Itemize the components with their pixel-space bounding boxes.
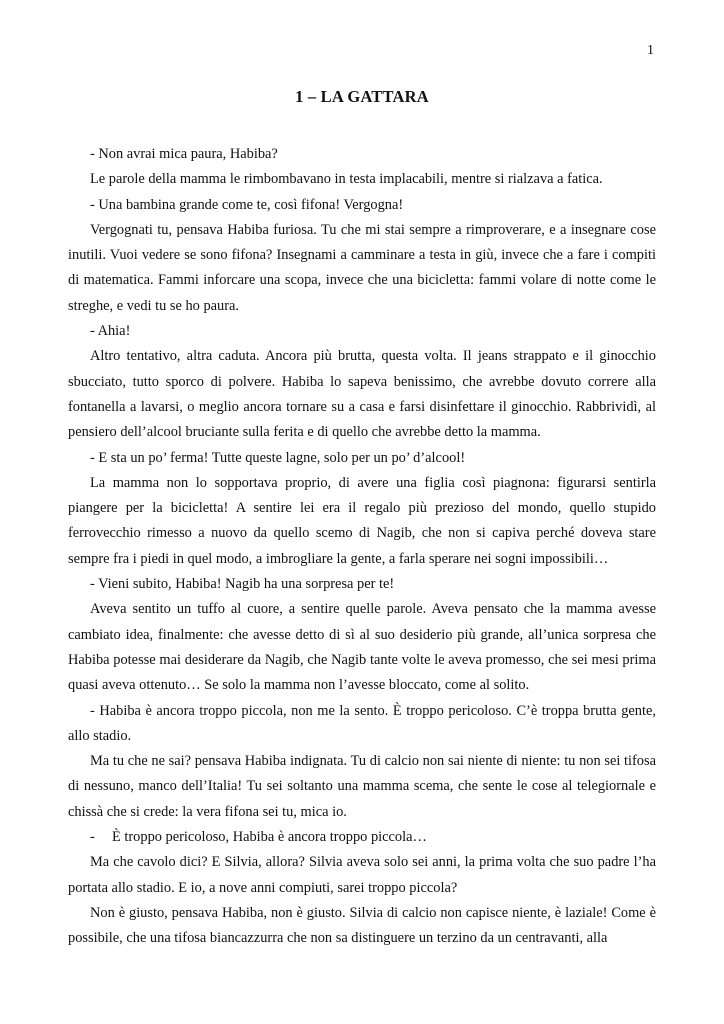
paragraph: Non è giusto, pensava Habiba, non è giusto. Silvia di calcio non capisce niente, è laziale! Come è possibile, che una tifosa biancazzurra che non sa distinguere un terzino da un centravanti, alla bbox=[68, 904, 656, 947]
paragraph: È troppo pericoloso, Habiba è ancora troppo piccola… bbox=[112, 829, 427, 846]
paragraph: Vergognati tu, pensava Habiba furiosa. Tu che mi stai sempre a rimproverare, e a insegnare cose inutili. Vuoi vedere se sono fifona? Insegnami a camminare a testa in giù, invece che a fare i compiti di matematica. Fammi inforcare una scopa, invece che una bicicletta: fammi volare di notte come le streghe, e vedi tu se ho paura. bbox=[68, 221, 656, 314]
dash-list-item bbox=[68, 825, 656, 850]
paragraph: - Habiba è ancora troppo piccola, non me la sento. È troppo pericoloso. C’è troppa brutta gente, allo stadio. bbox=[68, 702, 656, 744]
paragraph: Ma che cavolo dici? E Silvia, allora? Silvia aveva solo sei anni, la prima volta che suo padre l’ha portata allo stadio. E io, a nove anni compiuti, sarei troppo piccola? bbox=[68, 854, 656, 896]
paragraph: - Non avrai mica paura, Habiba? bbox=[90, 146, 278, 162]
paragraph: La mamma non lo sopportava proprio, di avere una figlia così piagnona: figurarsi sentirla piangere per la bicicletta! A sentire lei era il regalo più prezioso del mondo, quello stupido ferrovecchio rimesso a nuovo da quello scemo di Nagib, che non si capiva perché doveva stare sempre fra i piedi in quel modo, a imbrogliare la gente, a farla sperare nei sogni impossibili… bbox=[68, 474, 656, 567]
paragraph: - Una bambina grande come te, così fifona! Vergogna! bbox=[90, 196, 404, 213]
paragraph: - E sta un po’ ferma! Tutte queste lagne, solo per un po’ d’alcool! bbox=[90, 449, 466, 466]
paragraph: Le parole della mamma le rimbombavano in testa implacabili, mentre si rialzava a fatica. bbox=[90, 171, 603, 188]
paragraph: Ma tu che ne sai? pensava Habiba indignata. Tu di calcio non sai niente di niente: tu non sei tifosa di nessuno, manco dell’Italia! Tu sei soltanto una mamma scema, che sente le cose al telegiornale e chissà che si crede: la vera fifona sei tu, mica io. bbox=[68, 753, 656, 820]
paragraph: - Vieni subito, Habiba! Nagib ha una sorpresa per te! bbox=[90, 576, 395, 593]
list-dash: - bbox=[90, 829, 95, 846]
text-body bbox=[68, 142, 656, 952]
chapter-title: 1 – LA GATTARA bbox=[295, 87, 429, 106]
paragraph: - Ahia! bbox=[90, 323, 131, 340]
paragraph: Aveva sentito un tuffo al cuore, a sentire quelle parole. Aveva pensato che la mamma avesse cambiato idea, finalmente: che avesse detto di sì al suo desiderio più grande, all’unica sorpresa che Habiba potesse mai desiderare da Nagib, che Nagib tante volte le aveva promesso, che sei mesi prima quasi aveva ottenuto… Se solo la mamma non l’avesse bloccato, come al solito. bbox=[68, 601, 656, 694]
page-number: 1 bbox=[647, 43, 654, 58]
paragraph: Altro tentativo, altra caduta. Ancora più brutta, questa volta. Il jeans strappato e il ginocchio sbucciato, tutto sporco di polvere. Habiba lo sapeva benissimo, che avrebbe dovuto correre alla fontanella a lavarsi, o meglio ancora tornare su a casa e farsi disinfettare il ginocchio. Rabbrividì, al pensiero dell’alcool bruciante sulla ferita e di quello che avrebbe detto la mamma. bbox=[68, 348, 656, 441]
